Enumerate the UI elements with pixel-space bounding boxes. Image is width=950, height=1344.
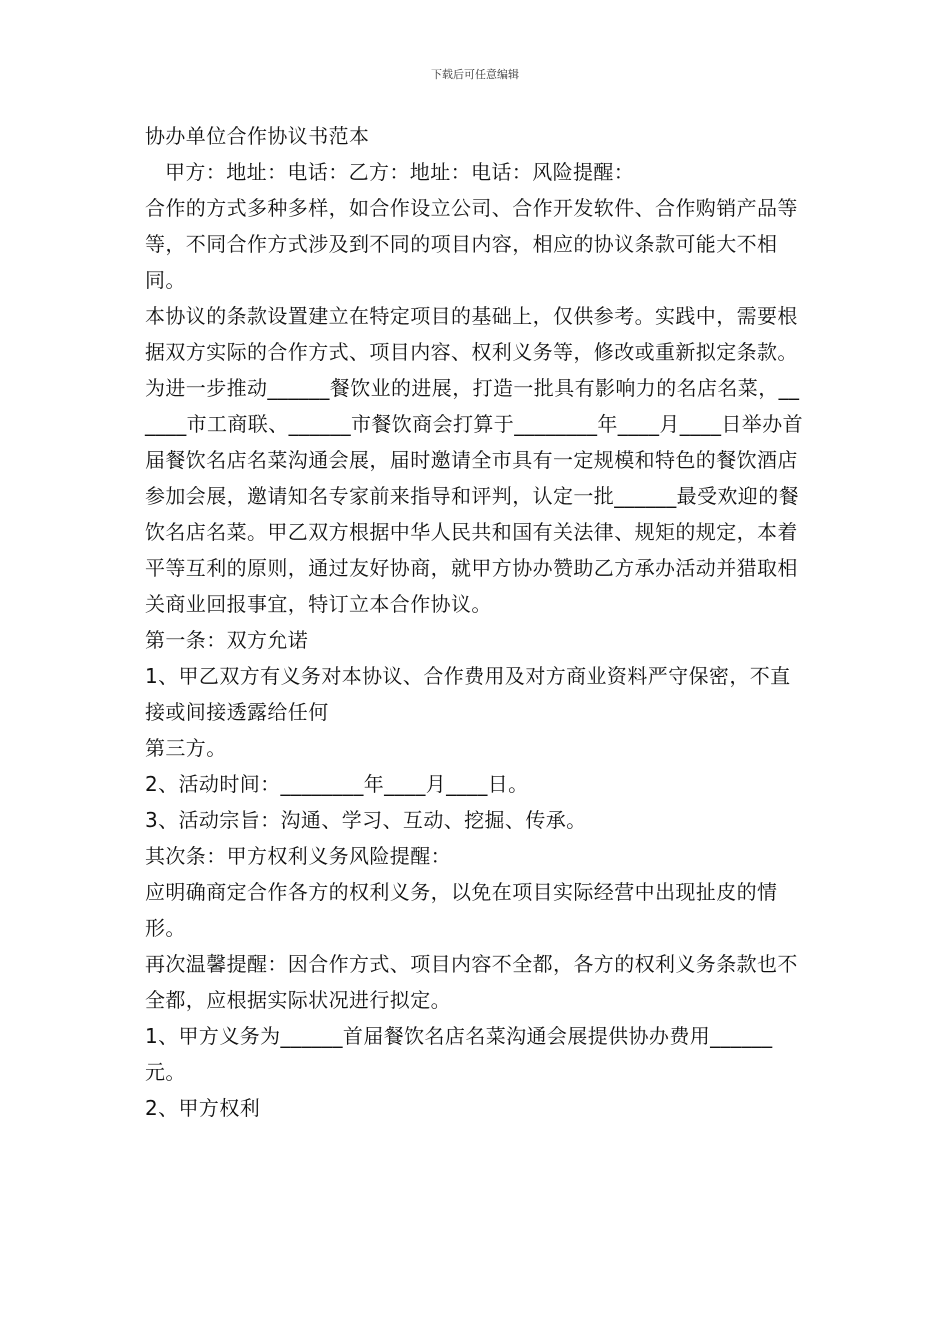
article-1-item-1-continuation: 第三方。 xyxy=(145,736,227,760)
page-header: 下载后可任意编辑 xyxy=(431,68,519,81)
document-body xyxy=(145,118,809,1126)
article-2-paragraph-2: 再次温馨提醒：因合作方式、项目内容不全都，各方的权利义务条款也不全都，应根据实际状况进行拟定。 xyxy=(145,952,798,1012)
paragraph-agreement-basis: 本协议的条款设置建立在特定项目的基础上，仅供参考。实践中，需要根据双方实际的合作方式、项目内容、权利义务等，修改或重新拟定条款。 为进一步推动______餐饮业的进展，打造一批具有影响力的名店名菜，______市工商联、______市餐饮商会打算于________年____月____日举办首届餐饮名店名菜沟通会展，届时邀请全市具有一定规模和特色的餐饮酒店参加会展，邀请知名专家前来指导和评判，认定一批______最受欢迎的餐饮名店名菜。甲乙双方根据中华人民共和国有关法律、规矩的规定，本着平等互利的原则，通过友好协商，就甲方协办赞助乙方承办活动并猎取相关商业回报事宜，特订立本合作协议。 xyxy=(145,304,803,616)
parties-line: 甲方：地址：电话：乙方：地址：电话：风险提醒： xyxy=(165,160,635,184)
article-1-item-3: 3、活动宗旨：沟通、学习、互动、挖掘、传承。 xyxy=(145,808,587,832)
article-1-item-1: 1、甲乙双方有义务对本协议、合作费用及对方商业资料严守保密，不直接或间接透露给任何 xyxy=(145,664,791,724)
article-2-item-1: 1、甲方义务为______首届餐饮名店名菜沟通会展提供协办费用______元。 xyxy=(145,1024,773,1084)
article-2-title: 其次条：甲方权利义务风险提醒： xyxy=(145,844,451,868)
paragraph-cooperation-methods: 合作的方式多种多样，如合作设立公司、合作开发软件、合作购销产品等等，不同合作方式涉及到不同的项目内容，相应的协议条款可能大不相同。 xyxy=(145,196,798,292)
document-title: 协办单位合作协议书范本 xyxy=(145,124,370,148)
article-1-title: 第一条：双方允诺 xyxy=(145,628,309,652)
article-2-paragraph-1: 应明确商定合作各方的权利义务，以免在项目实际经营中出现扯皮的情形。 xyxy=(145,880,778,940)
article-2-item-2: 2、甲方权利 xyxy=(145,1096,261,1120)
article-1-item-2: 2、活动时间：________年____月____日。 xyxy=(145,772,529,796)
